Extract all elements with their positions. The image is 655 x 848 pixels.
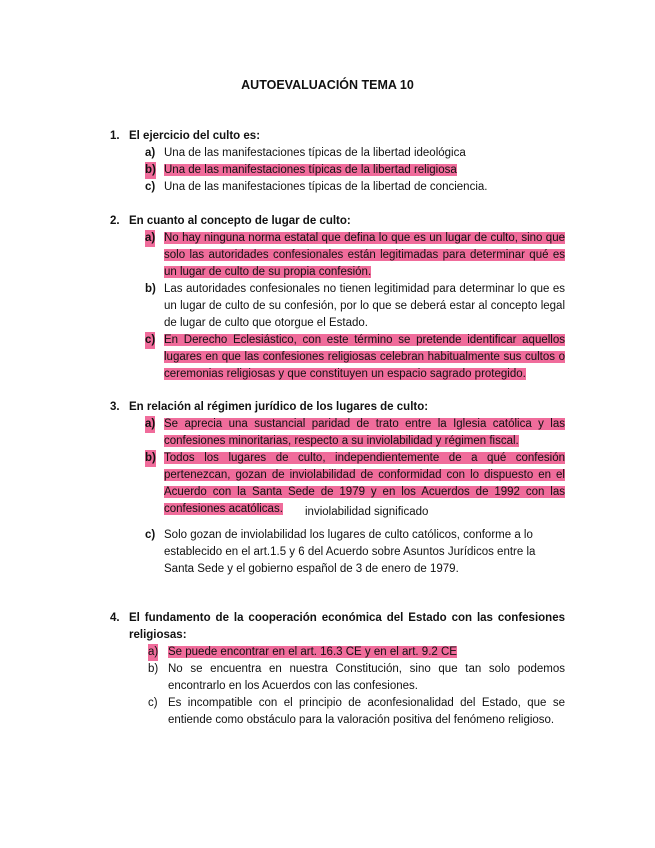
option-label: c)	[145, 529, 156, 541]
option-text-highlighted: Todos los lugares de culto, independientemente de a qué confesión pertenezcan, gozan de inviolabilidad de conformidad con lo dispuesto en el Acuerdo con la Santa Sede de 1979 y en los Acuerdos de 1992 con las confesiones acatólicas.	[164, 452, 565, 515]
question-3-option-a	[145, 416, 565, 450]
option-label: a)	[145, 230, 155, 247]
option-text-highlighted: En Derecho Eclesiástico, con este término se pretende identificar aquellos lugares en que las confesiones religiosas celebran habitualmente sus cultos o ceremonias religiosas y que constituyen un espacio sagrado protegido.	[164, 334, 565, 380]
question-4	[110, 610, 565, 644]
page-title: AUTOEVALUACIÓN TEMA 10	[241, 78, 414, 92]
question-2-option-b	[145, 281, 565, 332]
question-number: 4.	[110, 612, 120, 624]
option-label: a)	[148, 644, 158, 661]
question-number: 3.	[110, 401, 120, 413]
question-1	[110, 128, 565, 145]
option-text: Solo gozan de inviolabilidad los lugares de culto católicos, conforme a lo establecido en el art.1.5 y 6 del Acuerdo sobre Asuntos Jurídicos entre la Santa Sede y el gobierno español de 3 de enero de 1979.	[164, 529, 536, 575]
option-text-highlighted: Se puede encontrar en el art. 16.3 CE y en el art. 9.2 CE	[168, 646, 457, 658]
question-2-option-c	[145, 332, 565, 383]
option-label: a)	[145, 416, 155, 433]
option-text: No se encuentra en nuestra Constitución, sino que tan solo podemos encontrarlo en los Acuerdos con las confesiones.	[168, 663, 565, 692]
question-3	[110, 399, 565, 416]
question-1-option-a	[145, 145, 565, 162]
option-text-highlighted: Una de las manifestaciones típicas de la libertad religiosa	[164, 164, 457, 176]
option-label: a)	[145, 147, 156, 159]
option-text: Las autoridades confesionales no tienen legitimidad para determinar lo que es un lugar de culto de su confesión, por lo que se deberá estar al concepto legal de lugar de culto que otorgue el Estado.	[164, 283, 565, 329]
question-text: En cuanto al concepto de lugar de culto:	[129, 215, 351, 227]
question-text: El fundamento de la cooperación económica del Estado con las confesiones religiosas:	[129, 612, 565, 641]
question-3-option-c	[145, 527, 565, 578]
question-number: 1.	[110, 130, 120, 142]
option-text: Es incompatible con el principio de aconfesionalidad del Estado, que se entiende como obstáculo para la valoración positiva del fenómeno religioso.	[168, 697, 565, 726]
option-text: Una de las manifestaciones típicas de la libertad ideológica	[164, 147, 466, 159]
option-label: c)	[145, 332, 155, 349]
question-4-option-b	[148, 661, 565, 695]
question-1-option-c	[145, 179, 565, 196]
question-number: 2.	[110, 215, 120, 227]
question-text: El ejercicio del culto es:	[129, 130, 261, 142]
option-label: b)	[145, 162, 156, 179]
option-label: b)	[145, 283, 156, 295]
question-4-option-c	[148, 695, 565, 729]
option-text: Una de las manifestaciones típicas de la libertad de conciencia.	[164, 181, 488, 193]
option-text-highlighted: Se aprecia una sustancial paridad de trato entre la Iglesia católica y las confesiones minoritarias, respecto a su inviolabilidad y régimen fiscal.	[164, 418, 565, 447]
option-label: c)	[145, 181, 156, 193]
option-label: b)	[148, 663, 159, 675]
question-2-option-a	[145, 230, 565, 281]
option-label: c)	[148, 697, 158, 709]
question-4-option-a	[148, 644, 565, 661]
question-text: En relación al régimen jurídico de los lugares de culto:	[129, 401, 429, 413]
question-2	[110, 213, 565, 230]
question-1-option-b	[145, 162, 565, 179]
handwritten-note: inviolabilidad significado	[305, 506, 429, 518]
option-text-highlighted: No hay ninguna norma estatal que defina lo que es un lugar de culto, sino que solo las autoridades confesionales están legitimadas para determinar qué es un lugar de culto de su propia confesión.	[164, 232, 565, 278]
option-label: b)	[145, 450, 156, 467]
